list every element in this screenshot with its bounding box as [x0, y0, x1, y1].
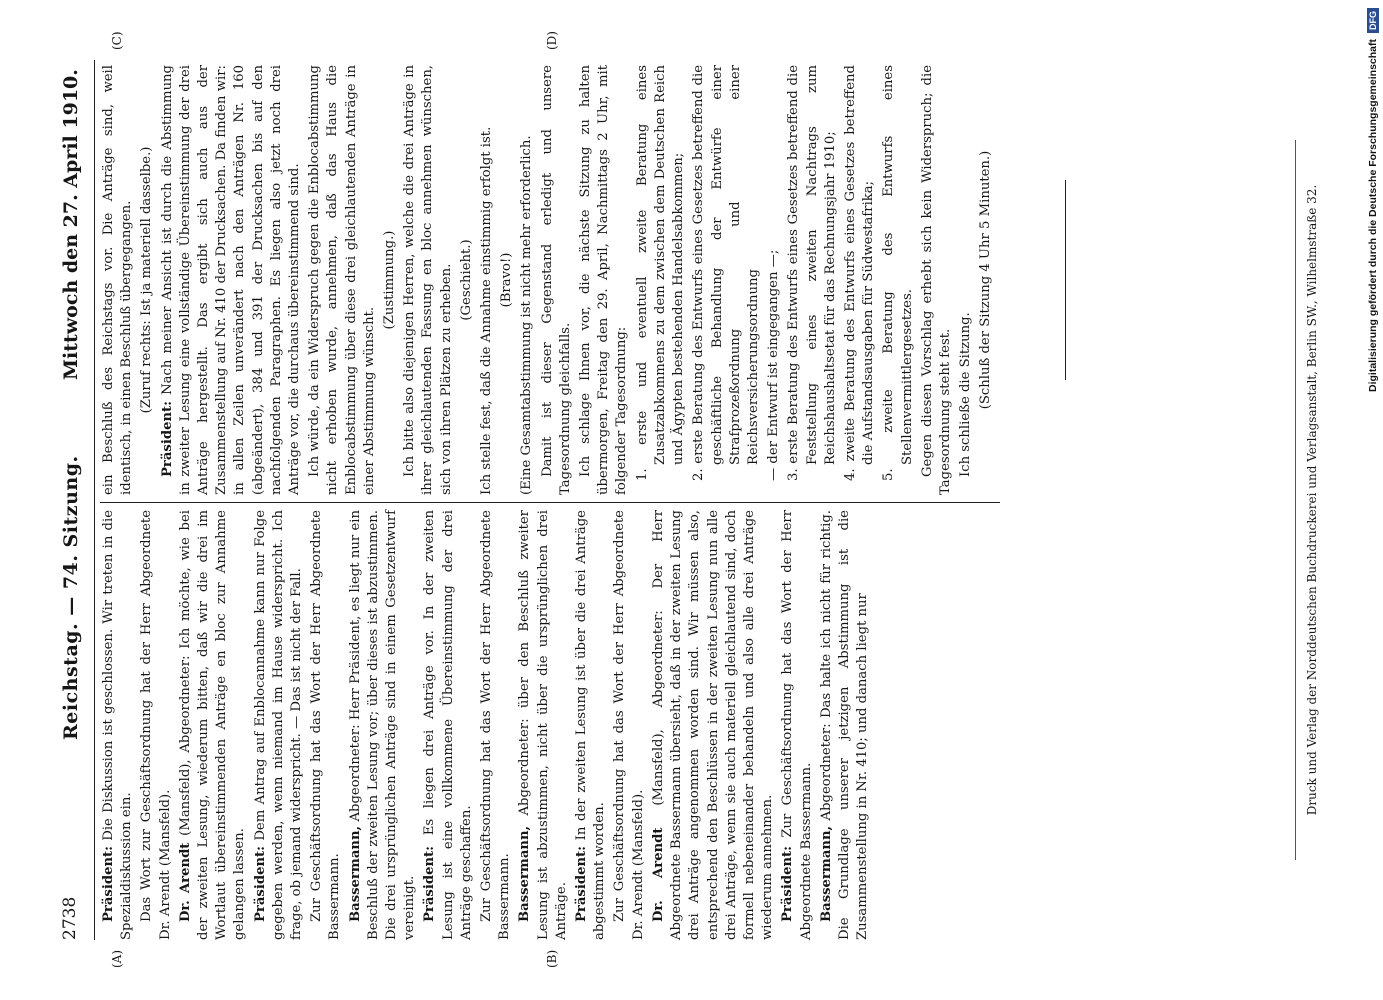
session-date: Mittwoch den 27. April 1910.	[60, 69, 82, 380]
paragraph	[138, 510, 174, 940]
speaker-name: Bassermann,	[517, 825, 533, 922]
speaker-name: Präsident:	[159, 400, 175, 477]
paragraph	[539, 65, 575, 495]
paragraph-text: Abgeordneter: Das halte ich nicht für richtig. Die Grundlage unserer jetzigen Abstimmung ist die Zusammenstellung in Nr. 410; und danach liegt nur	[818, 510, 871, 940]
paragraph	[518, 65, 536, 495]
paragraph	[880, 65, 916, 495]
margin-mark-b: (B)	[545, 949, 559, 968]
paragraph-text: Abgeordneter: Herr Präsident, es liegt nur ein Beschluß der zweiten Lesung vor; über dieses ist abzustimmen. Die drei ursprünglichen Anträge sind in einem Gesetzentwurf vereinigt.	[347, 510, 418, 940]
margin-mark-a: (A)	[110, 949, 124, 968]
paragraph-text: (Mansfeld), Abgeordneter: Der Herr Abgeordnete Bassermann übersieht, daß in der zweiten Lesung drei Anträge angenommen worden sind. Wir müssen also, entsprechend den Beschlüssen in der zweiten Lesung nun alle drei Anträge, wenn sie auch materiell gleichlautend sind, doch formell nebeneinander behandeln und also alle drei Anträge wiederum annehmen.	[650, 509, 776, 940]
speaker-name: Dr. Arendt	[177, 842, 193, 922]
paragraph	[573, 510, 609, 940]
imprint: Druck und Verlag der Norddeutschen Buchdruckerei und Verlagsanstalt, Berlin SW., Wilhelmstraße 32.	[1305, 184, 1319, 816]
left-column	[100, 510, 874, 940]
column-divider	[100, 502, 1000, 503]
paragraph-text: (Zuruf rechts: Ist ja materiell dasselbe.)	[139, 146, 155, 414]
page-number: 2738	[60, 896, 80, 940]
speaker-name: Dr. Arendt	[650, 827, 666, 922]
paragraph	[347, 510, 420, 940]
paragraph-text: (Eine Gesamtabstimmung ist nicht mehr erforderlich.	[519, 135, 535, 495]
dfg-logo: DFG	[1367, 8, 1379, 33]
speaker-name: Präsident:	[780, 845, 796, 922]
paragraph	[577, 65, 632, 495]
paragraph	[401, 65, 456, 495]
paragraph-text: Dem Antrag auf Enblocannahme kann nur Folge gegeben werden, wenn niemand im Hause widerspricht. Ich frage, ob jemand widerspricht. — Das ist nicht der Fall.	[252, 510, 305, 940]
paragraph-text: Zur Geschäftsordnung hat das Wort der Herr Abgeordnete Bassermann.	[479, 510, 513, 940]
paragraph	[919, 65, 955, 495]
paragraph	[977, 65, 995, 495]
end-rule	[1065, 180, 1066, 380]
paragraph-text: (Zustimmung.)	[382, 230, 398, 330]
paragraph	[498, 65, 516, 495]
paragraph-text: (Bravo!)	[499, 252, 515, 308]
paragraph	[690, 65, 763, 495]
paragraph	[138, 65, 156, 495]
margin-mark-d: (D)	[545, 31, 559, 50]
paragraph-text: Ich schließe die Sitzung.	[958, 312, 974, 477]
paragraph	[478, 510, 514, 940]
paragraph-text: Ich stelle fest, daß die Annahme einstimmig erfolgt ist.	[479, 126, 495, 495]
imprint-rule	[1295, 140, 1296, 860]
paragraph	[458, 65, 476, 495]
running-title: Reichstag. — 74. Sitzung.	[60, 455, 82, 740]
paragraph-text: 3. erste Beratung des Entwurfs eines Gesetzes betreffend die Feststellung eines zweiten Nachtrags zum Reichshaushaltsetat für das Rechnungsjahr 1910;	[786, 65, 838, 481]
paragraph	[306, 65, 379, 495]
speaker-name: Präsident:	[574, 845, 590, 922]
paragraph	[308, 510, 344, 940]
paragraph-text: Zur Geschäftsordnung hat das Wort der Herr Abgeordnete Dr. Arendt (Mansfeld).	[612, 510, 646, 940]
paragraph-text: 2. erste Beratung des Entwurfs eines Gesetzes betreffend die geschäftliche Behandlung der Entwürfe einer Strafprozeßordnung und einer Reichsversicherungsordnung	[691, 65, 761, 481]
right-column	[100, 65, 998, 495]
speaker-name: Bassermann,	[347, 825, 363, 922]
paragraph-text: Gegen diesen Vorschlag erhebt sich kein Widerspruch; die Tagesordnung steht fest.	[919, 65, 953, 495]
paragraph-text: Das Wort zur Geschäftsordnung hat der Herr Abgeordnete Dr. Arendt (Mansfeld).	[139, 510, 173, 940]
paragraph-text: ein Beschluß des Reichstags vor. Die Anträge sind, weil identisch, in einen Beschluß übergegangen.	[101, 65, 135, 495]
paragraph	[650, 510, 777, 940]
paragraph	[478, 65, 496, 495]
paragraph-text: Ich schlage Ihnen vor, die nächste Sitzung zu halten übermorgen, Freitag den 29. April, Nachmittags 2 Uhr, mit folgender Tagesordnung:	[578, 65, 630, 495]
paragraph-text: Damit ist dieser Gegenstand erledigt und unsere Tagesordnung gleichfalls.	[539, 65, 573, 495]
paragraph	[177, 510, 250, 940]
paragraph-text: In der zweiten Lesung ist über die drei Anträge abgestimmt worden.	[574, 510, 608, 940]
paragraph	[100, 510, 136, 940]
paragraph-text: 5. zweite Beratung des Entwurfs eines Stellenvermittlergesetzes.	[881, 65, 915, 481]
paragraph	[252, 510, 307, 940]
speaker-name: Präsident:	[422, 845, 438, 922]
paragraph	[159, 65, 305, 495]
header-rule	[94, 60, 95, 940]
speaker-name: Bassermann,	[818, 825, 834, 922]
speaker-name: Präsident:	[252, 845, 268, 922]
paragraph-text: (Mansfeld), Abgeordneter: Ich möchte, wie bei der zweiten Lesung, wiederum bitten, daß wir die drei im Wortlaut übereinstimmenden Anträge en bloc zur Annahme gelangen lassen.	[177, 510, 248, 940]
margin-mark-c: (C)	[110, 31, 124, 50]
paragraph-text: Zur Geschäftsordnung hat das Wort der Herr Abgeordnete Bassermann.	[309, 510, 343, 940]
paragraph-text: 1. erste und eventuell zweite Beratung eines Zusatzabkommens zu dem zwischen dem Deutschen Reich und Ägypten bestehenden Handelsabkommen;	[634, 65, 687, 481]
paragraph	[611, 510, 647, 940]
page-header	[60, 60, 90, 940]
paragraph	[381, 65, 399, 495]
paragraph	[100, 65, 136, 495]
paragraph	[634, 65, 689, 495]
paragraph	[516, 510, 571, 940]
paragraph	[779, 510, 815, 940]
paragraph-text: (Schluß der Sitzung 4 Uhr 5 Minuten.)	[978, 150, 994, 410]
paragraph	[818, 510, 873, 940]
paragraph-text: Zur Geschäftsordnung hat das Wort der Herr Abgeordnete Bassermann.	[780, 510, 814, 940]
paragraph	[785, 65, 840, 495]
paragraph	[421, 510, 476, 940]
paragraph-text: Die Diskussion ist geschlossen. Wir treten in die Spezialdiskussion ein.	[101, 510, 135, 940]
paragraph-text: Es liegen drei Anträge vor. In der zweiten Lesung ist eine vollkommene Übereinstimmung der drei Anträge geschaffen.	[422, 510, 474, 940]
paragraph-text: Nach meiner Ansicht ist durch die Abstimmung in zweiter Lesung eine vollständige Übereinstimmung der drei Anträge hergestellt. Das ergibt sich auch aus der Zusammenstellung auf Nr. 410 der Drucksachen. Da finden wir: in allen Zeilen unverändert nach den Anträgen Nr. 160 (abgeändert), 384 und 391 der Drucksachen bis auf den nachfolgenden Paragraphen. Es liegen also jetzt noch drei Anträge vor, die durchaus übereinstimmend sind.	[159, 65, 303, 495]
paragraph-text: — der Entwurf ist eingegangen —;	[766, 249, 782, 481]
paragraph-text: Ich bitte also diejenigen Herren, welche die drei Anträge in ihrer gleichlautenden Fassung en bloc annehmen wünschen, sich von ihren Plätzen zu erheben.	[402, 65, 454, 495]
paragraph-text: Ich würde, da ein Widerspruch gegen die Enblocabstimmung nicht erhoben wurde, annehmen, daß das Haus die Enblocabstimmung über diese drei gleichlautenden Anträge in einer Abstimmung wünscht.	[307, 65, 377, 495]
paragraph-text: Abgeordneter: über den Beschluß zweiter Lesung ist abzustimmen, nicht über die ursprünglichen drei Anträge.	[517, 510, 569, 940]
paragraph-text: (Geschieht.)	[458, 239, 474, 321]
digitization-note: Digitalisierung gefördert durch die Deutsche Forschungsgemeinschaft	[1367, 39, 1379, 392]
paragraph	[765, 65, 783, 495]
digitization-strip	[1362, 8, 1383, 992]
paragraph-text: 4. zweite Beratung des Entwurfs eines Gesetzes betreffend die Aufstandsausgaben für Südwestafrika;	[842, 65, 877, 481]
paragraph	[957, 65, 975, 495]
speaker-name: Präsident:	[101, 845, 116, 922]
paragraph	[842, 65, 878, 495]
